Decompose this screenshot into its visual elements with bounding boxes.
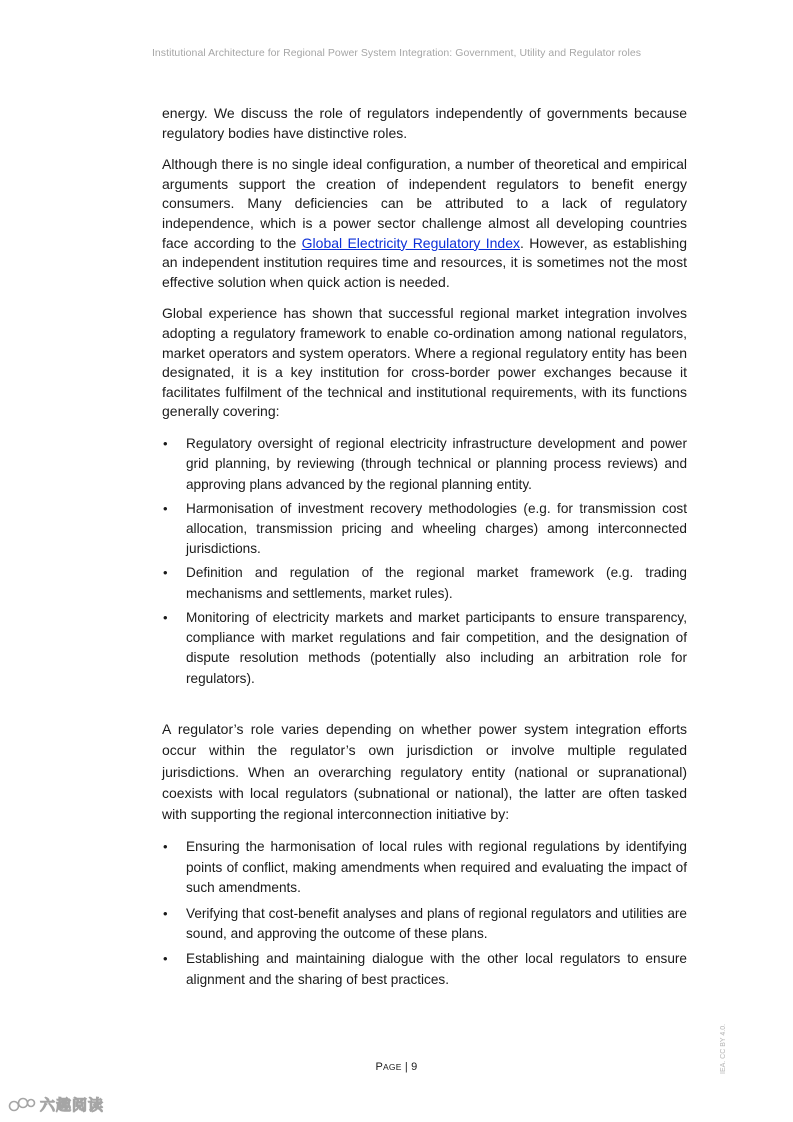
paragraph-3: Global experience has shown that successful regional market integration involves adopting a regulatory framework to enable co-ordination among national regulators, market operators and system operators. Where a regional regulatory entity has been designated, it is a key institution for cross-border power exchanges because it facilitates fulfilment of the technical and institutional requirements, with its functions generally covering:	[162, 305, 687, 420]
list-item	[162, 499, 687, 560]
list-item	[162, 434, 687, 495]
list-item-text: Monitoring of electricity markets and market participants to ensure transparency, compliance with market regulations and fair competition, and the designation of dispute resolution methods (potentially also including an arbitration role for regulators).	[186, 609, 687, 686]
watermark	[8, 1094, 104, 1115]
local-regulator-tasks-list	[162, 837, 687, 990]
watermark-logo-icon	[8, 1096, 36, 1114]
bullet-icon: •	[163, 500, 168, 516]
paragraph-2-text-a: Although there is no single ideal configuration, a number of theoretical and empirical arguments support the creation of independent regulators to benefit energy consumers. Many deficiencies can be attributed to a lack of regulatory independence, which is a power sector challenge almost all developing countries face according to the	[162, 156, 687, 251]
list-item-text: Definition and regulation of the regional market framework (e.g. trading mechanisms and settlements, market rules).	[186, 565, 687, 601]
bullet-icon: •	[163, 951, 168, 967]
license-notice: IEA. CC BY 4.0.	[720, 1023, 727, 1074]
list-item-text: Harmonisation of investment recovery methodologies (e.g. for transmission cost allocation, transmission pricing and wheeling charges) among interconnected jurisdictions.	[186, 500, 687, 557]
page-separator: |	[401, 1061, 412, 1073]
page-number-value: 9	[411, 1061, 418, 1073]
list-item	[162, 837, 687, 898]
list-item-text: Establishing and maintaining dialogue with the other local regulators to ensure alignment and the sharing of best practices.	[186, 951, 687, 987]
running-header: Institutional Architecture for Regional Power System Integration: Government, Utility and Regulator roles	[151, 47, 642, 59]
document-body	[162, 104, 687, 995]
watermark-text: 六趣阅读	[40, 1097, 105, 1114]
list-item-text: Ensuring the harmonisation of local rules with regional regulations by identifying points of conflict, making amendments when required and evaluating the impact of such amendments.	[186, 839, 687, 896]
paragraph-2	[162, 155, 687, 292]
bullet-icon: •	[163, 905, 168, 921]
paragraph-1: energy. We discuss the role of regulators independently of governments because regulatory bodies have distinctive roles.	[162, 105, 687, 141]
list-item	[162, 949, 687, 990]
regulatory-functions-list	[162, 434, 687, 689]
page-label-rest: AGE	[383, 1062, 402, 1072]
page-number	[0, 1061, 793, 1073]
list-item	[162, 608, 687, 690]
paragraph-4: A regulator’s role varies depending on whether power system integration efforts occur within the regulator’s own jurisdiction or involve multiple regulated jurisdictions. When an overarching regulatory entity (national or supranational) coexists with local regulators (subnational or national), the latter are often tasked with supporting the regional interconnection initiative by:	[162, 721, 687, 823]
bullet-icon: •	[163, 565, 168, 581]
page-label-initial: P	[375, 1061, 384, 1073]
paragraph-2-text-b: . However, as establishing an independent institution requires time and resources, it is sometimes not the most effective solution when quick action is needed.	[162, 234, 687, 290]
global-electricity-regulatory-index-link[interactable]: Global Electricity Regulatory Index	[301, 234, 520, 251]
list-item	[162, 904, 687, 945]
bullet-icon: •	[163, 435, 168, 451]
list-item-text: Verifying that cost-benefit analyses and plans of regional regulators and utilities are sound, and approving the outcome of these plans.	[186, 905, 687, 941]
bullet-icon: •	[163, 609, 168, 625]
list-item-text: Regulatory oversight of regional electricity infrastructure development and power grid planning, by reviewing (through technical or planning process reviews) and approving plans advanced by the regional planning entity.	[186, 435, 687, 492]
bullet-icon: •	[163, 839, 168, 855]
list-item	[162, 563, 687, 604]
